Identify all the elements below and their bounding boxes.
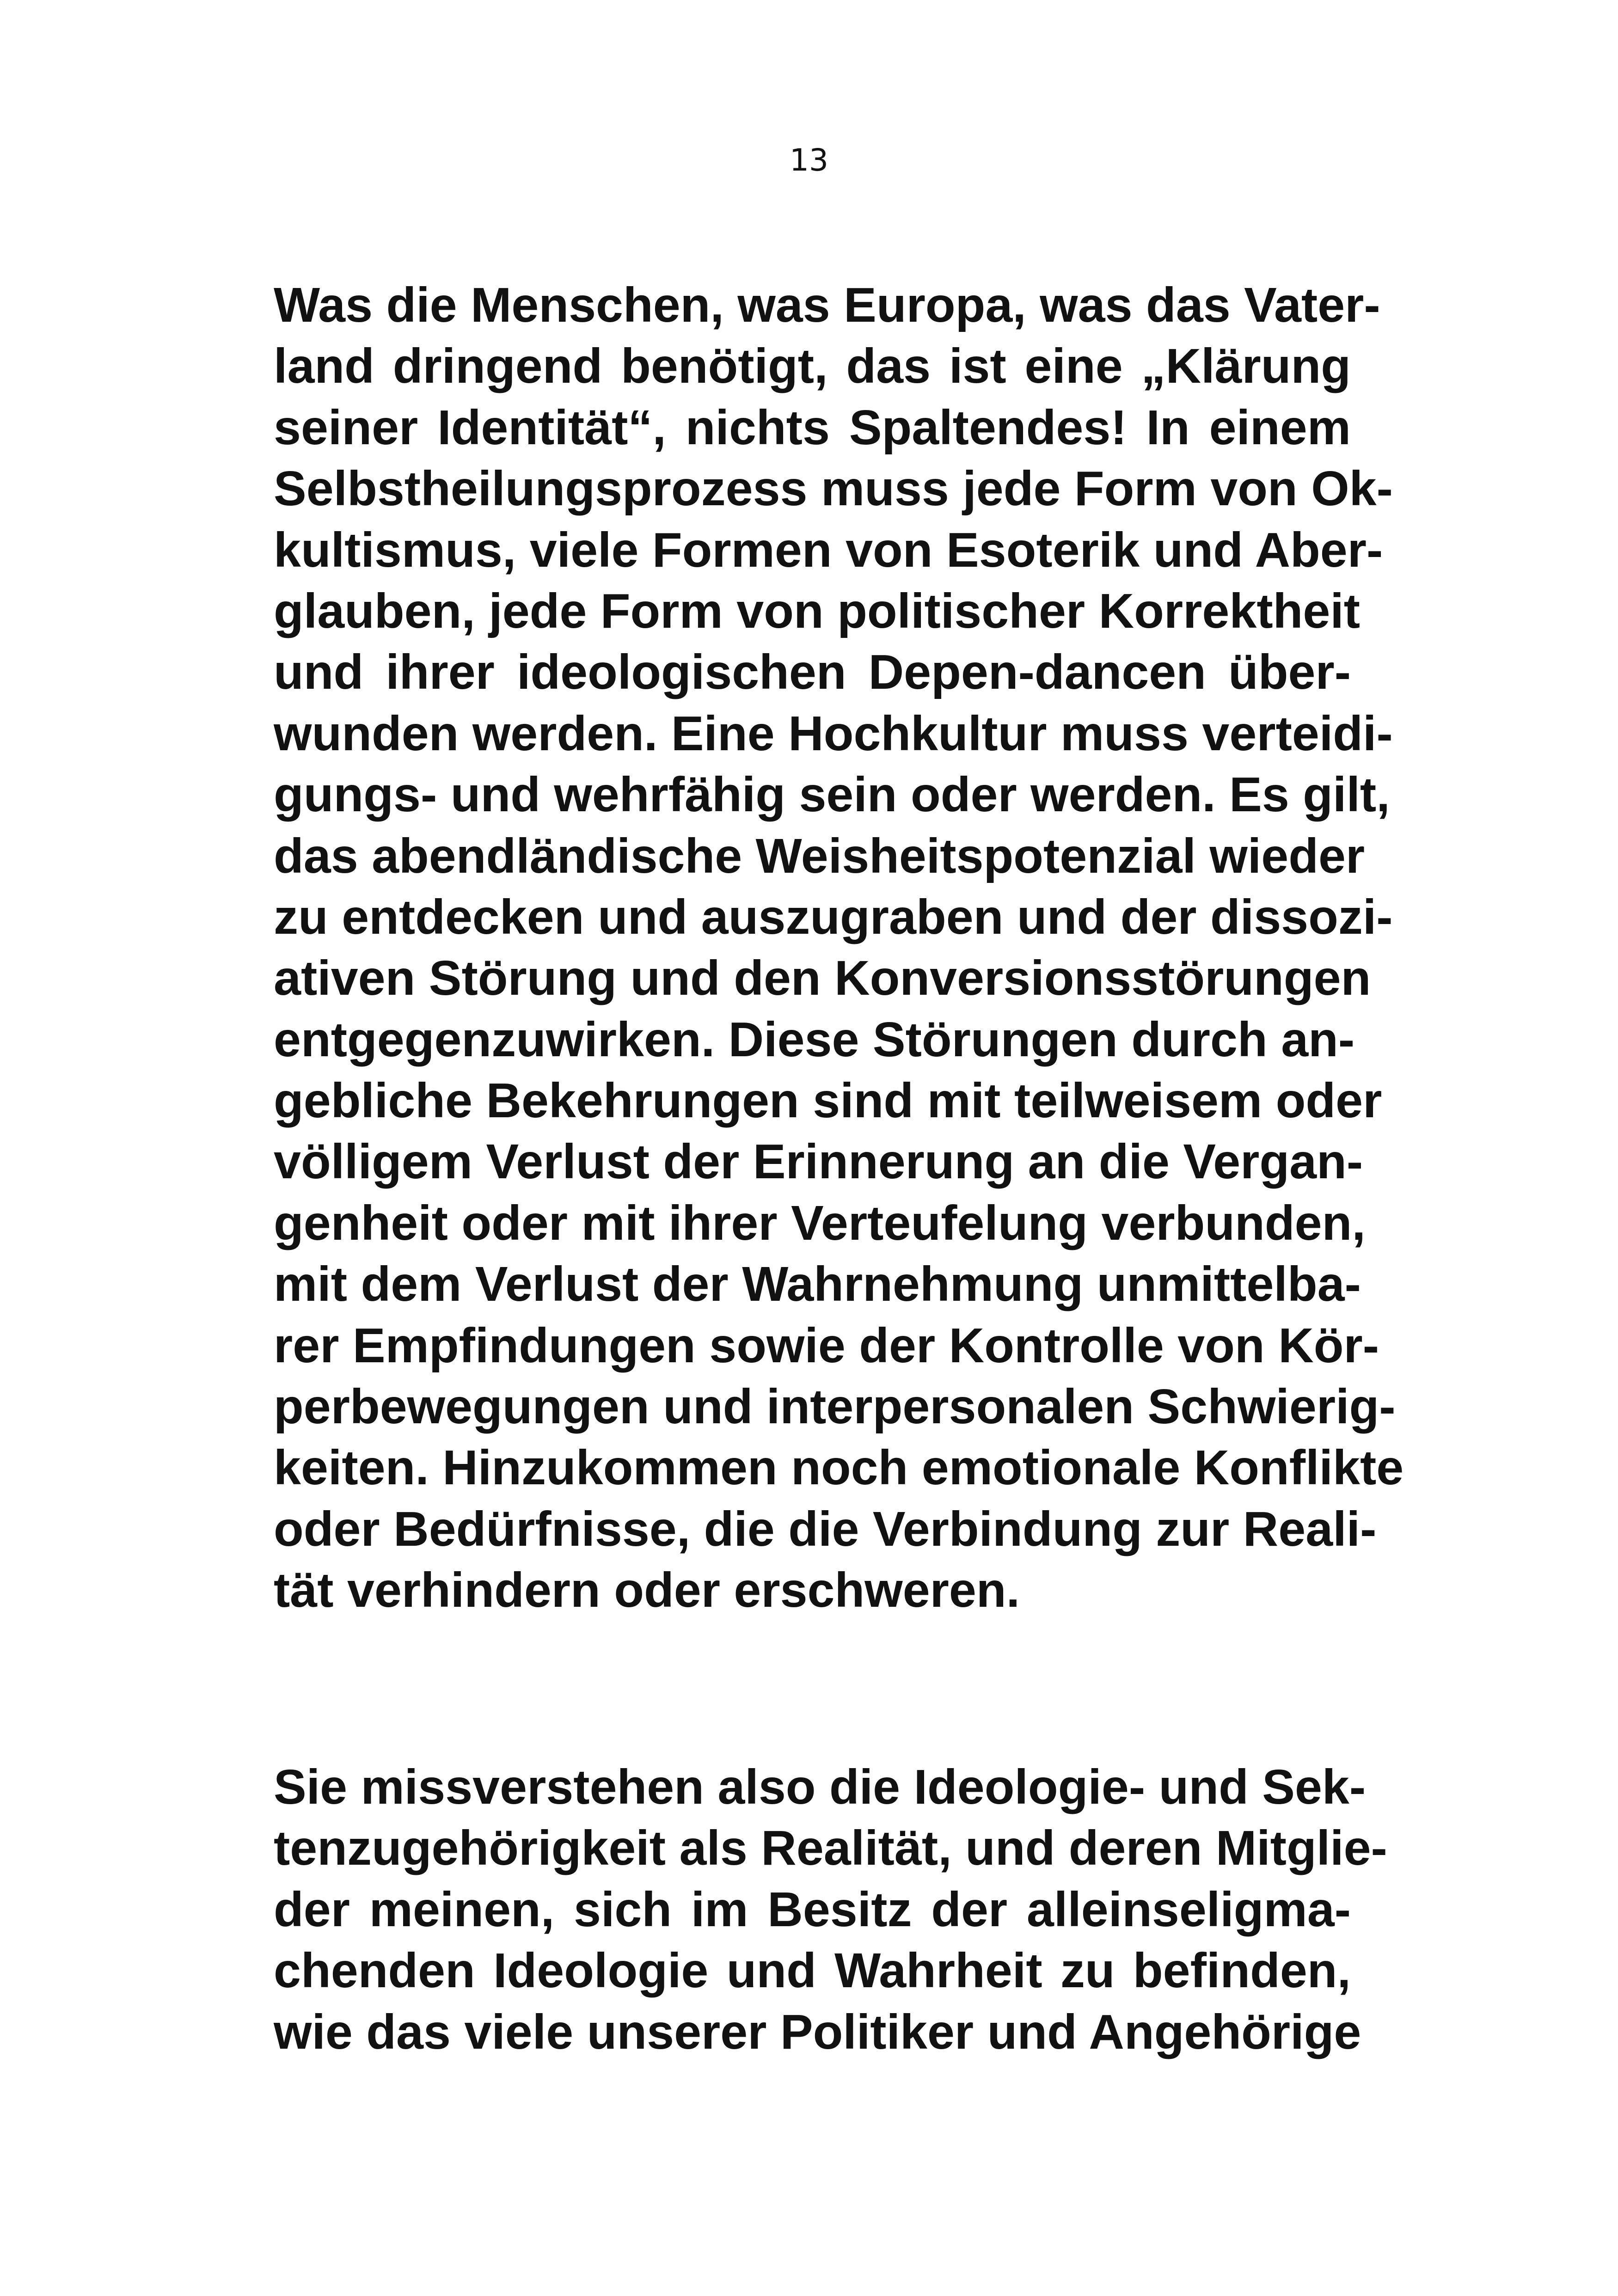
text-line: mit dem Verlust der Wahrnehmung unmittelba- [274, 1257, 1361, 1312]
text-line: das abendländische Weisheitspotenzial wieder [274, 828, 1365, 883]
text-line: zu entdecken und auszugraben und der dissozi- [274, 889, 1393, 944]
text-line: und ihrer ideologischen Depen-dancen über- [274, 645, 1351, 700]
text-line: keiten. Hinzukommen noch emotionale Konflikte [274, 1440, 1404, 1495]
paragraph [274, 1757, 1387, 2063]
text-line: seiner Identität“, nichts Spaltendes! In einem [274, 400, 1351, 455]
text-line: perbewegungen und interpersonalen Schwierig- [274, 1379, 1396, 1434]
text-line: kultismus, viele Formen von Esoterik und Aber- [274, 522, 1383, 577]
text-line: tenzugehörigkeit als Realität, und deren Mitglie- [274, 1821, 1387, 1876]
text-line: wunden werden. Eine Hochkultur muss verteidi- [274, 706, 1393, 761]
text-line: glauben, jede Form von politischer Korrektheit [274, 583, 1361, 638]
text-line: entgegenzuwirken. Diese Störungen durch an- [274, 1012, 1355, 1067]
text-line: genheit oder mit ihrer Verteufelung verbunden, [274, 1195, 1366, 1250]
text-line: tät verhindern oder erschweren. [274, 1563, 1020, 1618]
text-line: völligem Verlust der Erinnerung an die Vergan- [274, 1134, 1363, 1189]
text-line: gebliche Bekehrungen sind mit teilweisem oder [274, 1073, 1382, 1128]
page-number: 13 [790, 142, 828, 178]
text-line: chenden Ideologie und Wahrheit zu befinden, [274, 1943, 1351, 1998]
paragraph [274, 275, 1404, 1621]
text-line: land dringend benötigt, das ist eine „Klärung [274, 339, 1351, 394]
text-line: Selbstheilungsprozess muss jede Form von Ok- [274, 461, 1393, 516]
text-line: Was die Menschen, was Europa, was das Vater- [274, 278, 1380, 332]
text-line: gungs- und wehrfähig sein oder werden. Es gilt, [274, 767, 1390, 822]
text-line: oder Bedürfnisse, die die Verbindung zur Reali- [274, 1501, 1377, 1556]
text-line: ativen Störung und den Konversionsstörungen [274, 951, 1371, 1006]
text-line: Sie missverstehen also die Ideologie- und Sek- [274, 1760, 1366, 1814]
text-line: wie das viele unserer Politiker und Angehörige [274, 2004, 1361, 2059]
text-line: rer Empfindungen sowie der Kontrolle von Kör- [274, 1318, 1379, 1373]
text-line: der meinen, sich im Besitz der alleinseligma- [274, 1882, 1351, 1937]
